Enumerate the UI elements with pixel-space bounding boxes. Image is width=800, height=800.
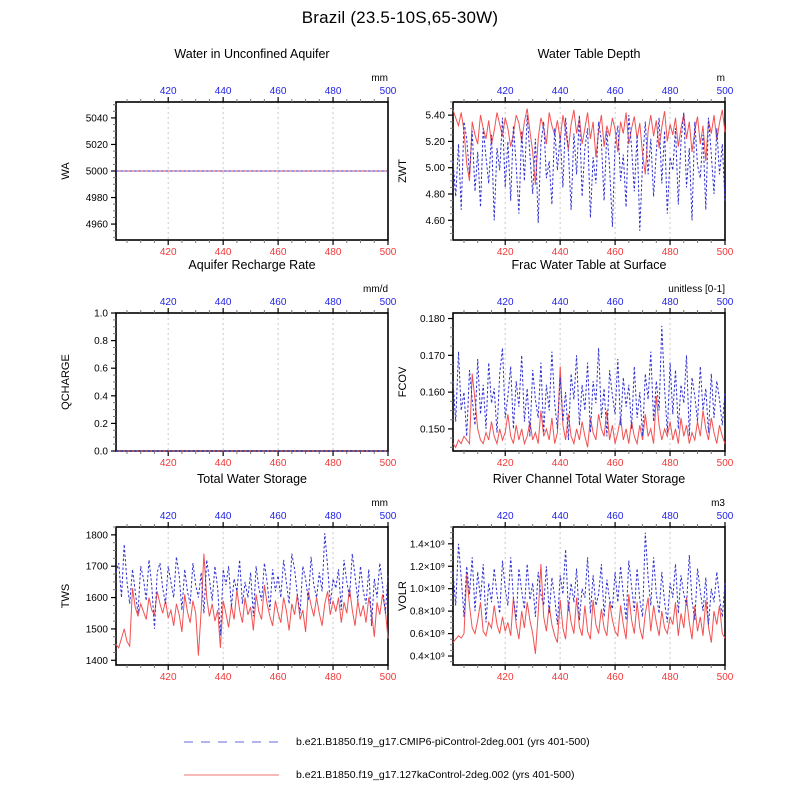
- legend-entry-127kacontrol: [183, 767, 590, 783]
- legend-label: b.e21.B1850.f19_g17.127kaControl-2deg.002 (yrs 401-500): [296, 769, 575, 781]
- x-tick-label-bottom: 420: [496, 247, 514, 258]
- legend-entry-picontrol: [183, 734, 590, 750]
- x-tick-label-bottom: 440: [551, 458, 569, 469]
- x-tick-label-top: 440: [551, 511, 569, 522]
- x-tick-label-bottom: 440: [214, 247, 232, 258]
- x-tick-label-bottom: 440: [551, 672, 569, 683]
- plot-canvas-tws: [48, 470, 398, 685]
- units-label: m: [716, 73, 725, 84]
- y-tick-label: 1400: [85, 655, 108, 667]
- y-tick-label: 5.00: [425, 163, 445, 175]
- y-axis-label: QCHARGE: [60, 354, 72, 410]
- subplot-title: River Channel Total Water Storage: [492, 472, 686, 486]
- x-tick-label-bottom: 420: [159, 672, 177, 683]
- y-tick-label: 4980: [85, 193, 108, 205]
- figure-title: Brazil (23.5-10S,65-30W): [301, 8, 499, 27]
- units-label: mm/d: [363, 284, 388, 295]
- y-tick-label: 5020: [85, 139, 108, 151]
- x-tick-label-bottom: 420: [159, 458, 177, 469]
- subplot-water-table-depth: [385, 45, 735, 260]
- x-tick-label-top: 440: [214, 297, 232, 308]
- subplot-title: Water Table Depth: [537, 47, 641, 61]
- y-tick-label: 1800: [85, 530, 108, 542]
- y-tick-label: 0.180: [419, 314, 445, 326]
- x-tick-label-bottom: 500: [379, 247, 397, 258]
- x-tick-label-top: 440: [214, 511, 232, 522]
- y-tick-label: 0.8: [94, 336, 108, 348]
- y-tick-label: 1500: [85, 624, 108, 636]
- x-tick-label-top: 420: [496, 511, 514, 522]
- x-tick-label-top: 480: [324, 297, 342, 308]
- units-label: unitless [0-1]: [668, 284, 725, 295]
- x-tick-label-bottom: 440: [214, 672, 232, 683]
- x-tick-label-bottom: 440: [551, 247, 569, 258]
- y-axis-label: WA: [60, 162, 72, 180]
- y-tick-label: 0.4×10⁹: [409, 651, 445, 663]
- y-tick-label: 0.4: [94, 391, 108, 403]
- series-127kaControl: [116, 554, 388, 656]
- y-axis-label: TWS: [60, 583, 72, 609]
- x-tick-label-bottom: 420: [496, 672, 514, 683]
- y-tick-label: 5.40: [425, 110, 445, 122]
- x-tick-label-top: 500: [716, 86, 734, 97]
- x-tick-label-top: 500: [379, 297, 397, 308]
- series-127kaControl: [453, 564, 725, 654]
- x-tick-label-bottom: 480: [324, 247, 342, 258]
- x-tick-label-top: 440: [551, 297, 569, 308]
- subplot-title: Frac Water Table at Surface: [511, 258, 667, 272]
- subplot-river-channel-total-water-storage: [385, 470, 735, 685]
- x-tick-label-bottom: 480: [324, 458, 342, 469]
- x-tick-label-top: 460: [606, 511, 624, 522]
- y-axis-label: FCOV: [397, 366, 409, 398]
- x-tick-label-top: 480: [661, 297, 679, 308]
- x-tick-label-top: 460: [269, 511, 287, 522]
- y-axis-label: VOLR: [397, 581, 409, 611]
- y-tick-label: 1.0: [94, 308, 108, 320]
- legend-label: b.e21.B1850.f19_g17.CMIP6-piControl-2deg.001 (yrs 401-500): [296, 736, 590, 748]
- y-tick-label: 0.160: [419, 387, 445, 399]
- x-tick-label-bottom: 500: [379, 458, 397, 469]
- units-label: mm: [371, 498, 388, 509]
- y-tick-label: 0.2: [94, 418, 108, 430]
- x-tick-label-bottom: 460: [606, 458, 624, 469]
- plot-canvas-volr: [385, 470, 735, 685]
- x-tick-label-bottom: 480: [324, 672, 342, 683]
- subplot-frac-water-table-at-surface: [385, 256, 735, 471]
- x-tick-label-bottom: 460: [269, 458, 287, 469]
- y-tick-label: 0.6: [94, 363, 108, 375]
- subplot-title: Water in Unconfined Aquifer: [174, 47, 330, 61]
- plot-canvas-fcov: [385, 256, 735, 471]
- x-tick-label-bottom: 500: [379, 672, 397, 683]
- x-tick-label-top: 480: [661, 86, 679, 97]
- subplot-water-in-unconfined-aquifer: [48, 45, 398, 260]
- y-tick-label: 5040: [85, 113, 108, 125]
- subplot-total-water-storage: [48, 470, 398, 685]
- y-tick-label: 1600: [85, 593, 108, 605]
- units-label: m3: [711, 498, 725, 509]
- x-tick-label-bottom: 500: [716, 672, 734, 683]
- x-tick-label-top: 500: [716, 297, 734, 308]
- x-tick-label-bottom: 480: [661, 247, 679, 258]
- y-tick-label: 4.60: [425, 215, 445, 227]
- x-tick-label-top: 420: [496, 86, 514, 97]
- x-tick-label-top: 440: [551, 86, 569, 97]
- y-tick-label: 0.8×10⁹: [409, 606, 445, 618]
- x-tick-label-bottom: 420: [159, 247, 177, 258]
- y-tick-label: 5000: [85, 166, 108, 178]
- x-tick-label-top: 440: [214, 86, 232, 97]
- x-tick-label-bottom: 500: [716, 458, 734, 469]
- x-tick-label-top: 480: [324, 86, 342, 97]
- x-tick-label-top: 460: [606, 297, 624, 308]
- plot-canvas-wa: [48, 45, 398, 260]
- x-tick-label-bottom: 460: [606, 672, 624, 683]
- subplot-title: Total Water Storage: [196, 472, 307, 486]
- series-piControl: [453, 326, 725, 440]
- subplot-title: Aquifer Recharge Rate: [188, 258, 316, 272]
- y-tick-label: 0.150: [419, 424, 445, 436]
- y-tick-label: 4960: [85, 219, 108, 231]
- plot-canvas-zwt: [385, 45, 735, 260]
- x-tick-label-top: 420: [159, 511, 177, 522]
- x-tick-label-top: 500: [379, 511, 397, 522]
- y-tick-label: 1700: [85, 561, 108, 573]
- x-tick-label-top: 420: [496, 297, 514, 308]
- y-tick-label: 4.80: [425, 189, 445, 201]
- x-tick-label-bottom: 480: [661, 458, 679, 469]
- x-tick-label-bottom: 460: [269, 672, 287, 683]
- x-tick-label-top: 460: [269, 86, 287, 97]
- x-tick-label-bottom: 460: [606, 247, 624, 258]
- y-tick-label: 5.20: [425, 136, 445, 148]
- x-tick-label-bottom: 460: [269, 247, 287, 258]
- y-tick-label: 1.2×10⁹: [409, 561, 445, 573]
- x-tick-label-top: 480: [324, 511, 342, 522]
- subplot-aquifer-recharge-rate: [48, 256, 398, 471]
- y-tick-label: 0.0: [94, 446, 108, 458]
- legend: [183, 734, 590, 800]
- units-label: mm: [371, 73, 388, 84]
- x-tick-label-bottom: 480: [661, 672, 679, 683]
- x-tick-label-bottom: 420: [496, 458, 514, 469]
- legend-dashed-line-icon: [183, 739, 280, 745]
- y-tick-label: 1.4×10⁹: [409, 539, 445, 551]
- plot-canvas-qcharge: [48, 256, 398, 471]
- legend-solid-line-icon: [183, 772, 280, 778]
- x-tick-label-top: 420: [159, 297, 177, 308]
- y-tick-label: 0.170: [419, 350, 445, 362]
- x-tick-label-top: 460: [606, 86, 624, 97]
- y-tick-label: 0.6×10⁹: [409, 629, 445, 641]
- y-axis-label: ZWT: [397, 159, 409, 183]
- x-tick-label-top: 480: [661, 511, 679, 522]
- x-tick-label-top: 460: [269, 297, 287, 308]
- x-tick-label-top: 420: [159, 86, 177, 97]
- x-tick-label-top: 500: [379, 86, 397, 97]
- x-tick-label-top: 500: [716, 511, 734, 522]
- x-tick-label-bottom: 440: [214, 458, 232, 469]
- y-tick-label: 1.0×10⁹: [409, 584, 445, 596]
- x-tick-label-bottom: 500: [716, 247, 734, 258]
- plot-frame: [116, 313, 388, 451]
